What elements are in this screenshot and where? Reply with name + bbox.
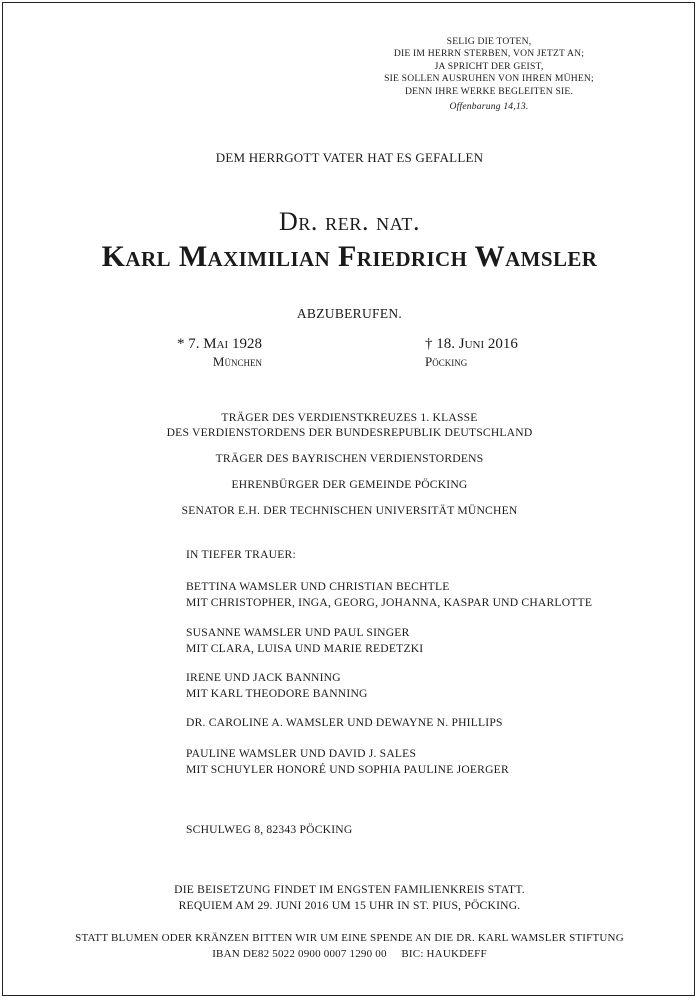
mourner-group [186, 579, 592, 611]
mourner-group [186, 746, 509, 778]
intro-line: DEM HERRGOTT VATER HAT ES GEFALLEN [215, 150, 484, 165]
bank-details: IBAN DE82 5022 0900 0007 1290 00 BIC: HAUKDEFF [212, 948, 487, 960]
death-date: † 18. Juni 2016 [425, 336, 518, 352]
donation-notice [0, 930, 699, 962]
verse-line: JA SPRICHT DER GEIST, [434, 60, 544, 72]
birth-date: * 7. Mai 1928 [177, 336, 262, 352]
honor-citizen: EHRENBÜRGER DER GEMEINDE PÖCKING [231, 478, 468, 491]
mourner-line: PAULINE WAMSLER UND DAVID J. SALES [186, 747, 417, 760]
mourner-line: BETTINA WAMSLER UND CHRISTIAN BECHTLE [186, 580, 450, 593]
verse-reference: Offenbarung 14,13. [449, 101, 529, 113]
mourner-line: IRENE UND JACK BANNING [186, 671, 341, 684]
academic-title: Dr. rer. nat. [278, 207, 421, 236]
called-away-line: ABZUBERUFEN. [296, 306, 403, 321]
honor-cross-line: TRÄGER DES VERDIENSTKREUZES 1. KLASSE [221, 411, 478, 424]
mourner-line: DR. CAROLINE A. WAMSLER UND DEWAYNE N. PHILLIPS [186, 716, 503, 729]
verse-line: SIE SOLLEN AUSRUHEN VON IHREN MÜHEN; [384, 73, 594, 85]
honor-bavarian: TRÄGER DES BAYRISCHEN VERDIENSTORDENS [215, 452, 484, 465]
funeral-notice [0, 882, 699, 914]
mourner-line: SUSANNE WAMSLER UND PAUL SINGER [186, 626, 410, 639]
death-place: Pöcking [425, 354, 468, 369]
birth-info [177, 336, 262, 370]
mourners-heading: IN TIEFER TRAUER: [186, 548, 296, 561]
mourner-line: MIT CLARA, LUISA UND MARIE REDETZKI [186, 642, 424, 655]
mourner-line: MIT KARL THEODORE BANNING [186, 687, 368, 700]
verse-line: DENN IHRE WERKE BEGLEITEN SIE. [404, 85, 574, 97]
verse-line: DIE IM HERRN STERBEN, VON JETZT AN; [393, 48, 585, 60]
family-address: SCHULWEG 8, 82343 PÖCKING [186, 823, 353, 836]
honor-cross [0, 410, 699, 440]
requiem-line: REQUIEM AM 29. JUNI 2016 UM 15 UHR IN ST. PIUS, PÖCKING. [178, 899, 521, 912]
birth-place: München [212, 354, 262, 369]
verse-line: SELIG DIE TOTEN, [446, 36, 532, 47]
funeral-line: DIE BEISETZUNG FINDET IM ENGSTEN FAMILIENKREIS STATT. [174, 883, 525, 896]
mourner-group [186, 670, 368, 702]
mourner-group [186, 625, 423, 657]
mourner-group [186, 715, 503, 731]
donation-line: STATT BLUMEN ODER KRÄNZEN BITTEN WIR UM EINE SPENDE AN DIE DR. KARL WAMSLER STIFTUNG [75, 932, 624, 944]
death-info [425, 336, 518, 370]
bible-verse [339, 36, 639, 113]
mourner-line: MIT SCHUYLER HONORÉ UND SOPHIA PAULINE JOERGER [186, 763, 509, 776]
mourner-line: MIT CHRISTOPHER, INGA, GEORG, JOHANNA, KASPAR UND CHARLOTTE [186, 596, 593, 609]
honor-cross-line: DES VERDIENSTORDENS DER BUNDESREPUBLIK DEUTSCHLAND [166, 426, 533, 439]
honor-senator: SENATOR E.H. DER TECHNISCHEN UNIVERSITÄT MÜNCHEN [181, 504, 518, 517]
deceased-name: Karl Maximilian Friedrich Wamsler [101, 240, 598, 273]
